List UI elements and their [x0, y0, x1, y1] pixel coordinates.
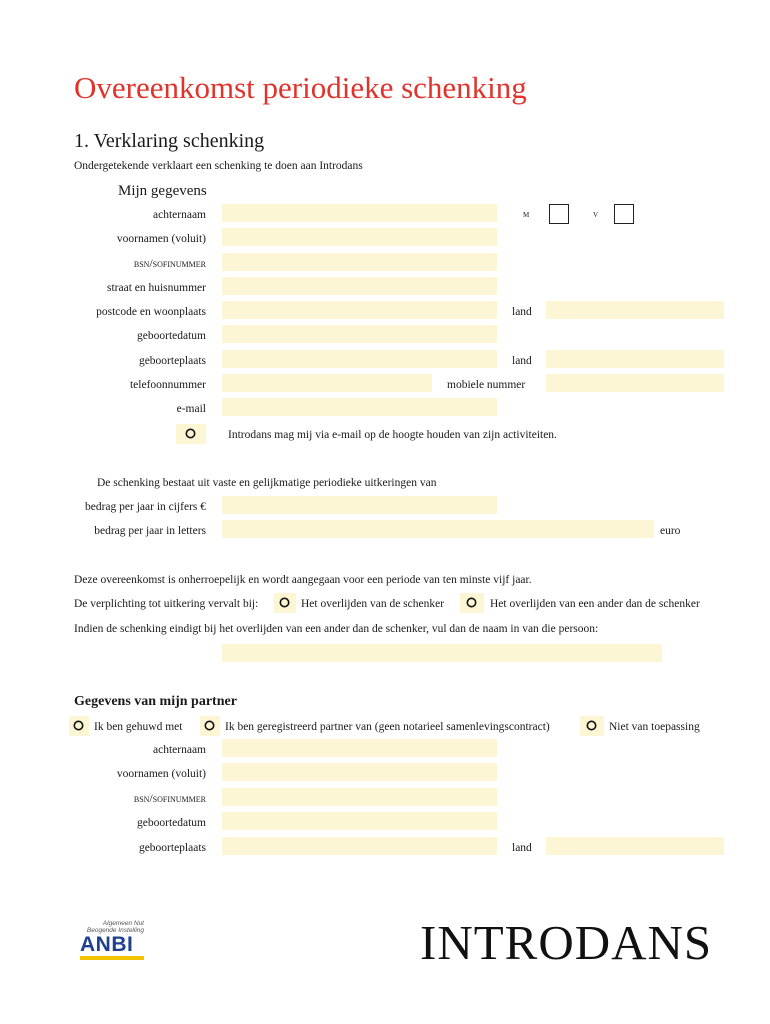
- land-field-2[interactable]: [546, 350, 724, 368]
- radio-overlijden-schenker[interactable]: [274, 593, 296, 613]
- partner-label-achternaam: achternaam: [153, 744, 206, 756]
- partner-geboortedatum-field[interactable]: [222, 812, 497, 830]
- label-bsn: bsn/sofinummer: [133, 258, 206, 270]
- label-achternaam: achternaam: [153, 209, 206, 221]
- mijn-gegevens-heading: Mijn gegevens: [118, 183, 207, 199]
- label-land-2: land: [512, 355, 532, 367]
- anbi-underline: [80, 956, 144, 960]
- radio-circle-icon: [185, 428, 198, 441]
- label-overlijden-schenker: Het overlijden van de schenker: [301, 598, 445, 610]
- email-optin-label: Introdans mag mij via e-mail op de hoogte houden van zijn activiteiten.: [228, 429, 557, 441]
- bedrag-cijfers-field[interactable]: [222, 496, 497, 514]
- partner-achternaam-field[interactable]: [222, 739, 497, 757]
- radio-gehuwd[interactable]: [69, 716, 89, 736]
- email-field[interactable]: [222, 398, 497, 416]
- label-geregistreerd: Ik ben geregistreerd partner van (geen notarieel samenlevingscontract): [225, 721, 550, 733]
- achternaam-field[interactable]: [222, 204, 497, 222]
- postcode-field[interactable]: [222, 301, 497, 319]
- straat-field[interactable]: [222, 277, 497, 295]
- partner-voornamen-field[interactable]: [222, 763, 497, 781]
- label-geboortedatum: geboortedatum: [137, 330, 206, 342]
- label-voornamen: voornamen (voluit): [116, 233, 206, 245]
- voornamen-field[interactable]: [222, 228, 497, 246]
- label-email: e-mail: [176, 403, 206, 415]
- radio-circle-icon: [279, 597, 292, 610]
- mobiel-field[interactable]: [546, 374, 724, 392]
- geboorteplaats-field[interactable]: [222, 350, 497, 368]
- indien-text: Indien de schenking eindigt bij het overlijden van een ander dan de schenker, vul dan de naam in van die persoon:: [74, 623, 599, 635]
- label-land-1: land: [512, 306, 532, 318]
- label-v: v: [593, 209, 599, 220]
- section-heading-verklaring: 1. Verklaring schenking: [74, 130, 265, 152]
- anbi-logo: [80, 920, 144, 960]
- partner-label-voornamen: voornamen (voluit): [116, 768, 206, 780]
- label-straat: straat en huisnummer: [106, 282, 206, 294]
- onherroepelijk-text: Deze overeenkomst is onherroepelijk en wordt aangegaan voor een periode van ten minste vijf jaar.: [74, 574, 532, 586]
- partner-geboorteplaats-field[interactable]: [222, 837, 497, 855]
- geboortedatum-field[interactable]: [222, 325, 497, 343]
- gender-v-checkbox[interactable]: [614, 204, 634, 224]
- radio-circle-icon: [73, 720, 86, 733]
- label-overlijden-ander: Het overlijden van een ander dan de schenker: [490, 598, 700, 610]
- anbi-small-2: Beogende Instelling: [86, 927, 144, 934]
- label-geboorteplaats: geboorteplaats: [138, 355, 206, 367]
- label-euro: euro: [660, 525, 681, 537]
- email-optin-radio[interactable]: [176, 424, 206, 444]
- label-mobiel: mobiele nummer: [447, 379, 526, 391]
- label-bedrag-cijfers: bedrag per jaar in cijfers €: [84, 501, 206, 513]
- radio-niet-van-toepassing[interactable]: [580, 716, 604, 736]
- label-postcode: postcode en woonplaats: [96, 306, 206, 318]
- anbi-small-1: Algemeen Nut: [102, 920, 144, 927]
- telefoon-field[interactable]: [222, 374, 432, 392]
- land-field-1[interactable]: [546, 301, 724, 319]
- partner-label-bsn: bsn/sofinummer: [133, 793, 206, 805]
- label-niet-van-toepassing: Niet van toepassing: [609, 721, 700, 733]
- partner-heading: Gegevens van mijn partner: [74, 694, 237, 709]
- vervalt-text: De verplichting tot uitkering vervalt bij:: [74, 598, 259, 610]
- partner-label-geboortedatum: geboortedatum: [137, 817, 206, 829]
- page-title: Overeenkomst periodieke schenking: [74, 70, 527, 105]
- radio-circle-icon: [466, 597, 479, 610]
- radio-overlijden-ander[interactable]: [460, 593, 484, 613]
- label-telefoon: telefoonnummer: [129, 379, 206, 391]
- introdans-logo: INTRODANS: [420, 915, 713, 970]
- radio-circle-icon: [204, 720, 217, 733]
- radio-circle-icon: [586, 720, 599, 733]
- partner-land-field[interactable]: [546, 837, 724, 855]
- naam-persoon-field[interactable]: [222, 644, 662, 662]
- partner-label-geboorteplaats: geboorteplaats: [138, 842, 206, 854]
- label-gehuwd: Ik ben gehuwd met: [94, 721, 183, 733]
- label-m: m: [523, 209, 530, 220]
- bedrag-letters-field[interactable]: [222, 520, 654, 538]
- partner-label-land: land: [512, 842, 532, 854]
- gender-m-checkbox[interactable]: [549, 204, 569, 224]
- bsn-field[interactable]: [222, 253, 497, 271]
- radio-geregistreerd[interactable]: [200, 716, 220, 736]
- anbi-text: ANBI: [80, 933, 134, 956]
- label-bedrag-letters: bedrag per jaar in letters: [94, 525, 206, 537]
- schenking-text: De schenking bestaat uit vaste en gelijkmatige periodieke uitkeringen van: [97, 477, 437, 489]
- partner-bsn-field[interactable]: [222, 788, 497, 806]
- intro-text: Ondergetekende verklaart een schenking te doen aan Introdans: [74, 160, 363, 172]
